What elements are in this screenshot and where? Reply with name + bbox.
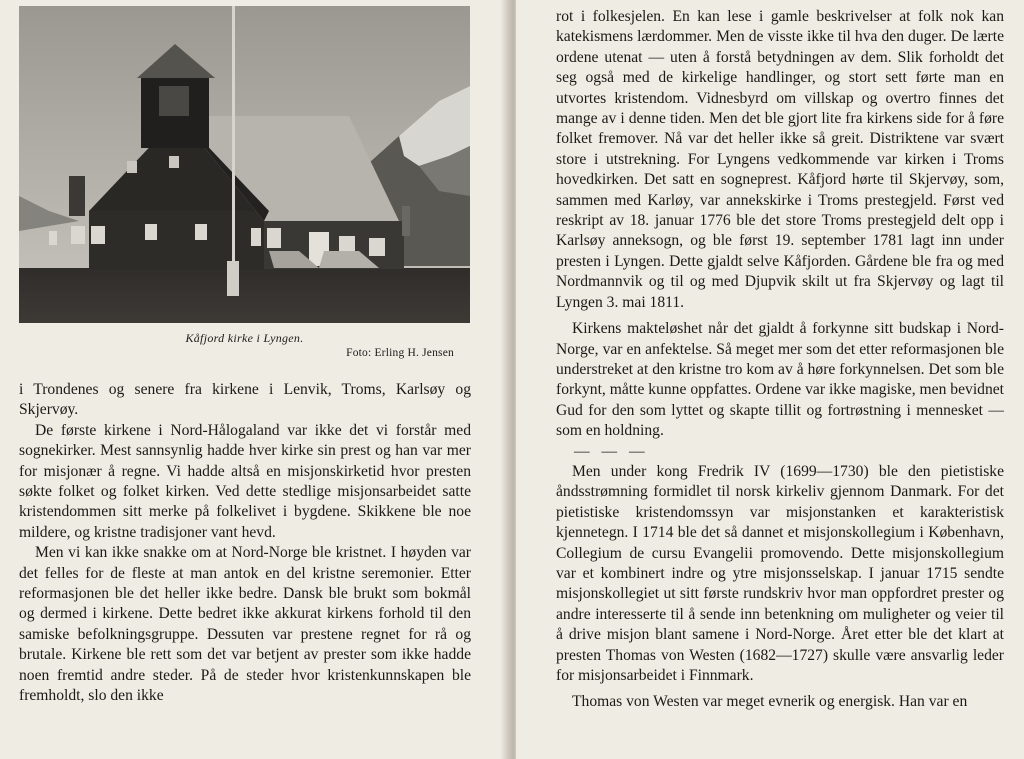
photo-caption: Kåfjord kirke i Lyngen. — [185, 331, 304, 345]
right-text-column — [556, 7, 1004, 713]
left-paragraph-1: i Trondenes og senere fra kirkene i Lenvik, Troms, Karlsøy og Skjervøy. — [19, 381, 471, 419]
section-separator: — — — — [574, 442, 649, 460]
church-photo — [19, 6, 470, 323]
left-text-column — [19, 380, 471, 707]
left-page — [0, 0, 508, 759]
right-paragraph-4: Thomas von Westen var meget evnerik og energisk. Han var en — [572, 693, 968, 711]
photo-credit: Foto: Erling H. Jensen — [346, 347, 454, 359]
right-page — [516, 0, 1024, 759]
left-paragraph-2: De første kirkene i Nord-Hålogaland var ikke det vi forstår med sognekirker. Mest sannsynlig hadde hver kirke sin prest og han var mer for misjonær å regne. Vi hadde altså en misjonskirketid hvor presten søkte folket og folket kirken. Ved dette stedlige misjonsarbeidet satte kristendommen sitt merke på folkelivet i bygdene. Skikkene ble noe mildere, og kristne tradisjoner vant hevd. — [19, 421, 471, 541]
church-photo-illustration — [19, 6, 470, 323]
right-paragraph-1: rot i folkesjelen. En kan lese i gamle beskrivelser at folk nok kan katekismens lærdommer. Men de visste ikke til hva den duger. De lærte ordene utenat — uten å forstå betydningen av dem. Slik forholdt det seg også med de kirkelige handlinger, og stort sett førte man en utvortes kristendom. Vidnesbyrd om villskap og overtro finnes det mange av i denne tiden. Men det ble gjort lite fra kirkens side for å føre folket fremover. Nå var det heller ikke så greit. Distriktene var svært store i utstrekning. For Lyngens vedkommende var kirken i Troms hovedkirken. Det satt en sogneprest. Kåfjord hørte til Skjervøy, som, sammen med Karløy, var annekskirke i Troms prestegjeld. Først ved reskript av 18. januar 1776 ble det store Troms prestegjeld delt opp i Karlsøy anneksogn, og ble først 19. september 1781 lagt inn under presten i Lyngen. Dette gjaldt selve Kåfjorden. Gårdene ble fra og med Nordmannvik og til og med Djupvik skilt ut fra Skjervøy og lagt til Lyngen 3. mai 1811. — [556, 8, 1004, 311]
left-paragraph-3: Men vi kan ikke snakke om at Nord-Norge ble kristnet. I høyden var det felles for de fleste at man antok en del kristne seremonier. Etter reformasjonen ble det heller ikke bedre. Dansk ble brukt som bokmål og dermed i kirkene. Dette bedret ikke akkurat kirkens forhold til den samiske befolkningsgruppe. Dessuten var prestene regnet for rå og brutale. Kirkene ble rett som det var betjent av prester som ikke hadde noen fremtid andre steder. På de steder hvor kristenkunnskapen ble fremholdt, slo den ikke — [19, 544, 471, 705]
right-paragraph-2: Kirkens makteløshet når det gjaldt å forkynne sitt budskap i Nord-Norge, var en anfektelse. Så meget mer som det etter reformasjonen ble understreket at den kristne tro kom av å høre forkynnelsen. Det som ble forkynt, måtte kunne oppfattes. Ordene var ikke magiske, men bevidnet Gud for den som lyttet og skapte tillit og fortrøstning i mennesket — som en holdning. — [556, 320, 1004, 440]
right-paragraph-3: Men under kong Fredrik IV (1699—1730) ble den pietistiske åndsstrømning formidlet til norsk kirkeliv gjennom Danmark. For det pietistiske kristendomssyn var misjonstanken et karakteristisk kjennetegn. I 1714 ble det så dannet et misjonskollegium i København, Collegium de cursu Evangelii promovendo. Dette misjonskollegium var et kombinert indre og ytre misjonsselskap. I januar 1715 sendte misjonskollegiet ut sitt første rundskriv hvor man oppfordret prester og andre interesserte til å sende inn betenkning om muligheter og veier til å drive misjon blant samene i Nord-Norge. Året etter ble det klart at presten Thomas von Westen (1682—1727) skulle være ansvarlig leder for misjonsarbeidet i Finnmark. — [556, 462, 1004, 684]
